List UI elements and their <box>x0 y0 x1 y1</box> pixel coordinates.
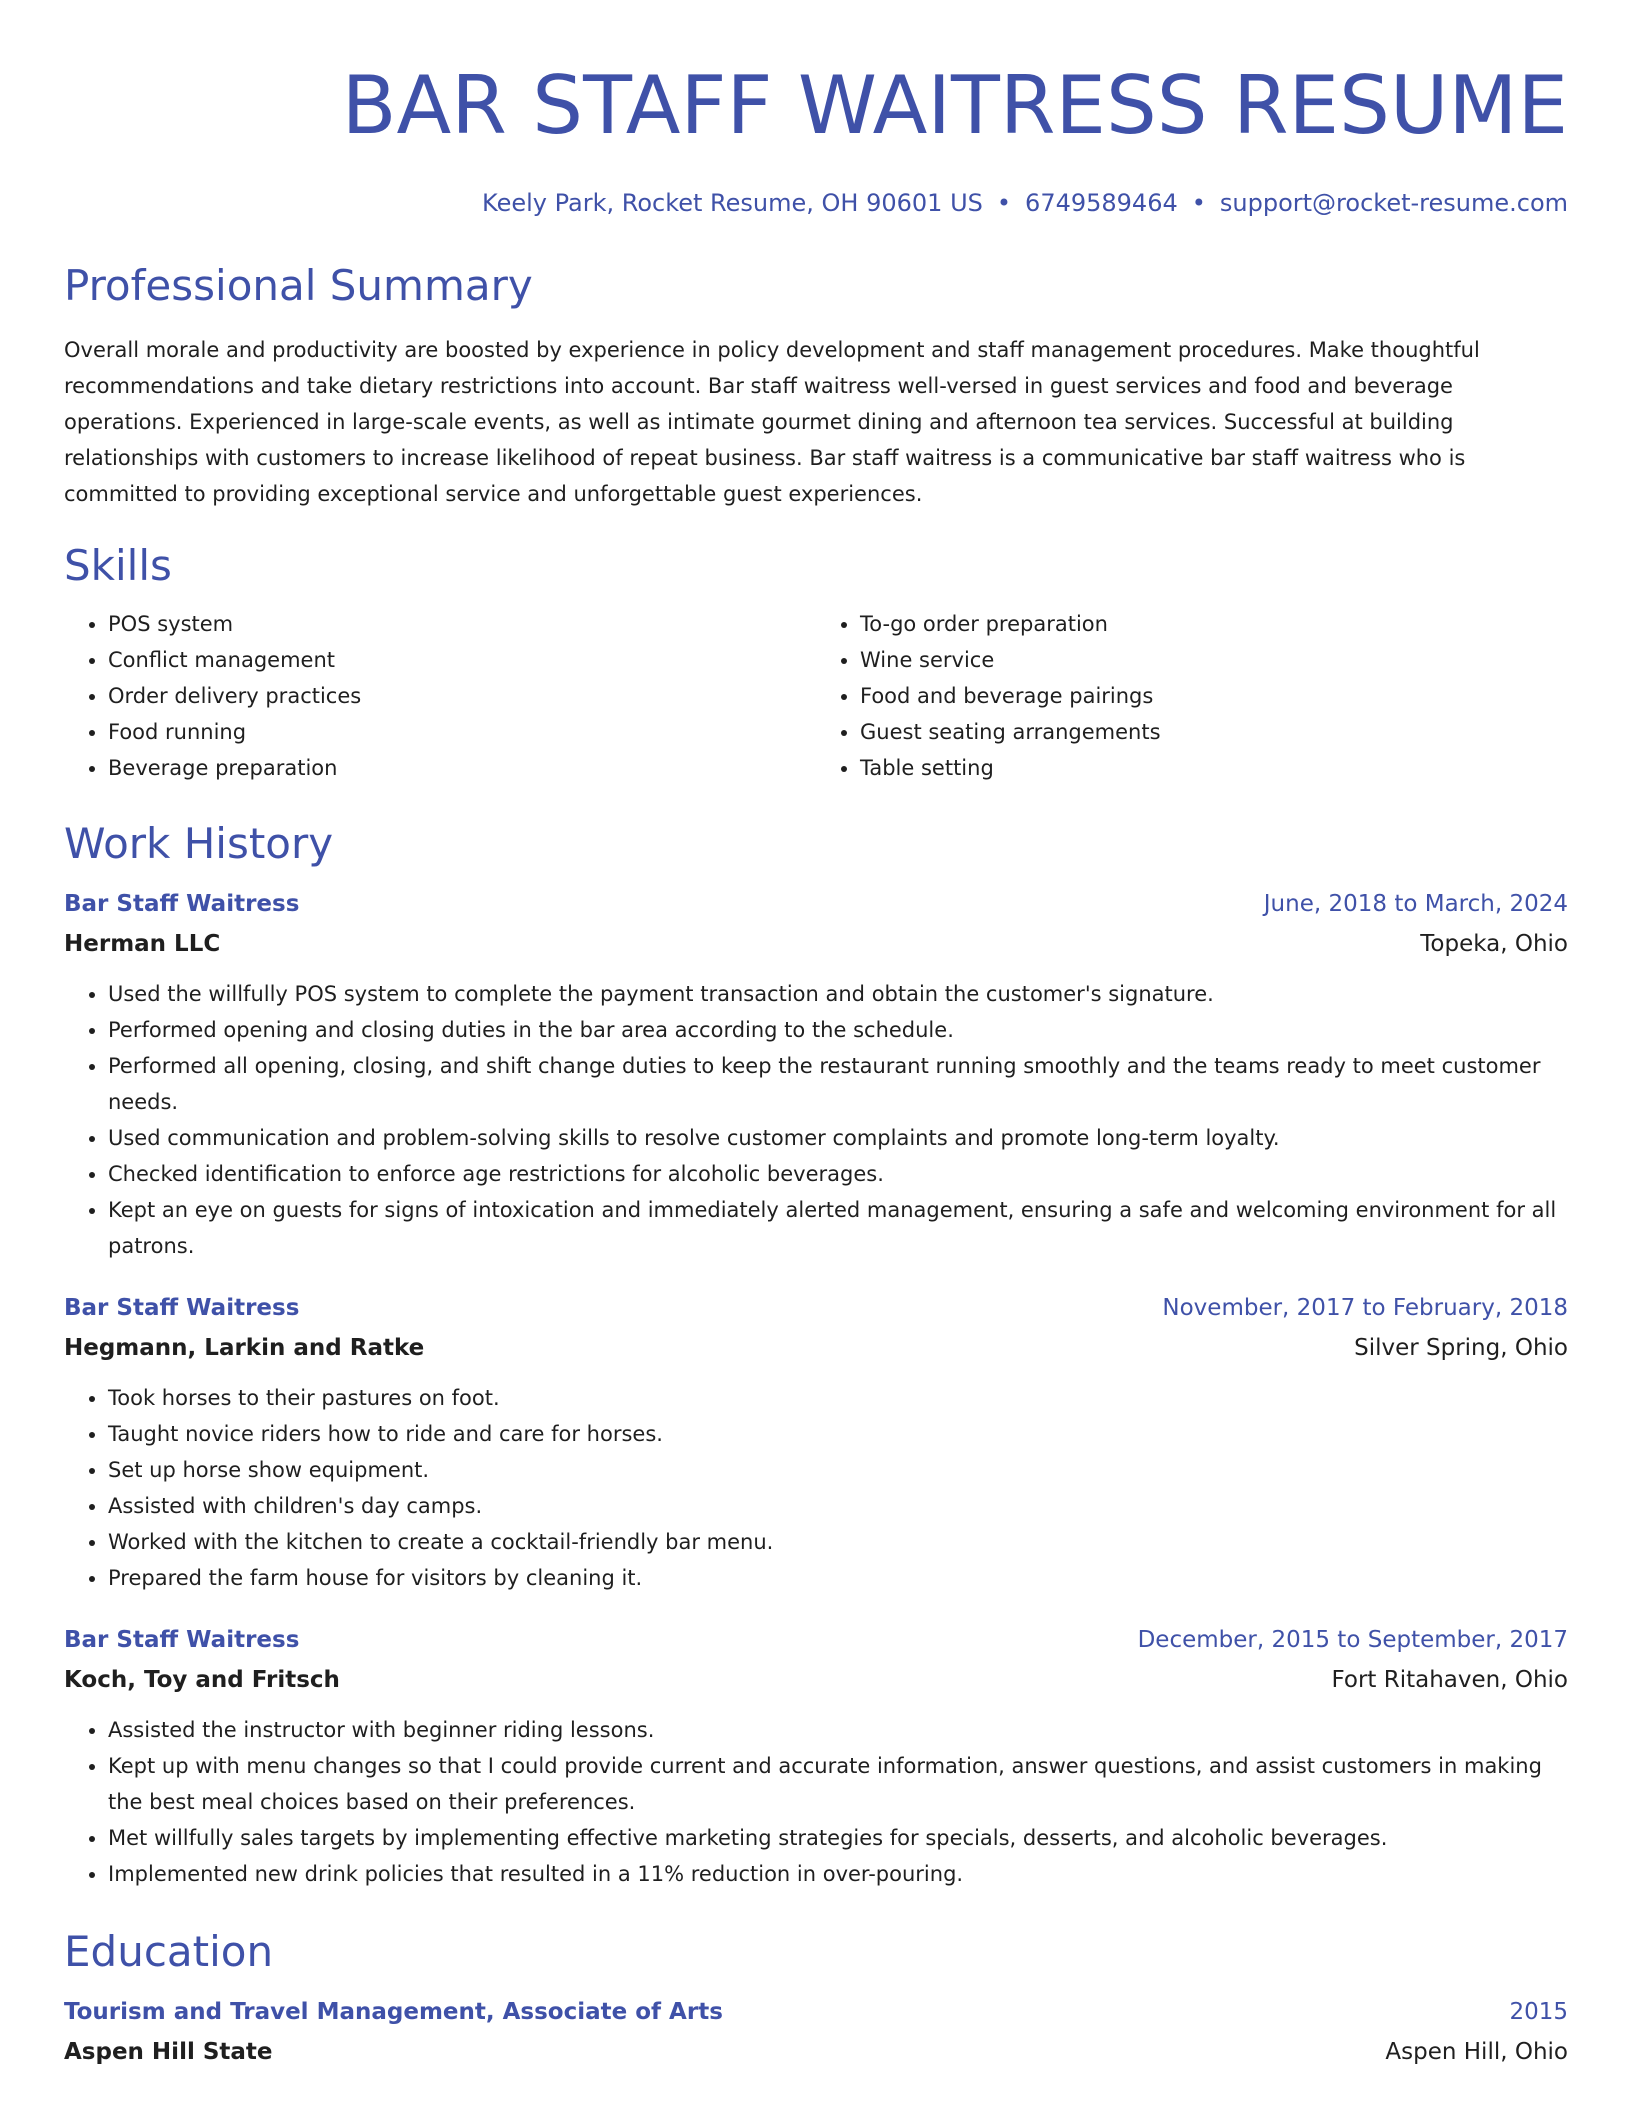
contact-separator: • <box>1191 189 1206 217</box>
job-bullet: • Checked identification to enforce age restrictions for alcoholic beverages. <box>108 1156 1568 1192</box>
education-school: Aspen Hill State <box>64 2039 273 2065</box>
job-title: Bar Staff Waitress <box>64 1295 300 1321</box>
job-bullets <box>64 976 1568 1264</box>
skill-item: • Wine service <box>860 642 1568 678</box>
job-dates: June, 2018 to March, 2024 <box>1263 891 1568 917</box>
education-degree: Tourism and Travel Management, Associate of Arts <box>64 1999 723 2025</box>
job-bullet: • Set up horse show equipment. <box>108 1452 1568 1488</box>
job-company-row <box>64 1328 1568 1368</box>
job-bullet: • Performed all opening, closing, and shift change duties to keep the restaurant running smoothly and the teams ready to meet customer needs. <box>108 1048 1568 1120</box>
job-bullet: • Implemented new drink policies that resulted in a 11% reduction in over-pouring. <box>108 1856 1568 1892</box>
skill-item: • Order delivery practices <box>108 678 816 714</box>
job-title-row <box>64 884 1568 924</box>
job-title-row <box>64 1620 1568 1660</box>
job-title-row <box>64 1288 1568 1328</box>
job-bullet: • Taught novice riders how to ride and care for horses. <box>108 1416 1568 1452</box>
job-entry <box>64 1288 1568 1596</box>
contact-line <box>64 186 1568 220</box>
job-company-row <box>64 924 1568 964</box>
job-bullets <box>64 1380 1568 1596</box>
job-bullet: • Assisted the instructor with beginner riding lessons. <box>108 1712 1568 1748</box>
job-dates: November, 2017 to February, 2018 <box>1162 1295 1568 1321</box>
work-history-heading: Work History <box>64 819 334 868</box>
skill-item: • POS system <box>108 606 816 642</box>
job-company: Hegmann, Larkin and Ratke <box>64 1335 425 1361</box>
job-location: Fort Ritahaven, Ohio <box>1331 1667 1568 1693</box>
education-location: Aspen Hill, Ohio <box>1385 2039 1568 2065</box>
skill-item: • Guest seating arrangements <box>860 714 1568 750</box>
job-bullet: • Kept an eye on guests for signs of intoxication and immediately alerted management, ensuring a safe and welcoming environment for all patrons. <box>108 1192 1568 1264</box>
skill-item: • Food and beverage pairings <box>860 678 1568 714</box>
education-entry <box>64 1992 1568 2072</box>
job-entry <box>64 1620 1568 1892</box>
contact-separator: • <box>996 189 1012 217</box>
skill-item: • Food running <box>108 714 816 750</box>
job-bullet: • Performed opening and closing duties in the bar area according to the schedule. <box>108 1012 1568 1048</box>
skills-column-right <box>816 606 1568 786</box>
job-title: Bar Staff Waitress <box>64 891 300 917</box>
summary-heading: Professional Summary <box>64 261 533 310</box>
job-company-row <box>64 1660 1568 1700</box>
contact-phone: 6749589464 <box>1025 189 1178 217</box>
skill-item: • Table setting <box>860 750 1568 786</box>
resume-title: BAR STAFF WAITRESS RESUME <box>341 59 1568 152</box>
skills-column-left <box>64 606 816 786</box>
job-bullet: • Used communication and problem-solving skills to resolve customer complaints and promote long-term loyalty. <box>108 1120 1568 1156</box>
education-degree-row <box>64 1992 1568 2032</box>
education-year: 2015 <box>1509 1999 1568 2025</box>
skills-heading: Skills <box>64 541 172 590</box>
job-entry <box>64 884 1568 1264</box>
job-title: Bar Staff Waitress <box>64 1627 300 1653</box>
skill-item: • Conflict management <box>108 642 816 678</box>
summary-text: Overall morale and productivity are boosted by experience in policy development and staff management procedures. Make thoughtful recommendations and take dietary restrictions into account. Bar staff waitress well-versed in guest services and food and beverage operations. Experienced in large-scale events, as well as intimate gourmet dining and afternoon tea services. Successful at building relationships with customers to increase likelihood of repeat business. Bar staff waitress is a communicative bar staff waitress who is committed to providing exceptional service and unforgettable guest experiences. <box>64 338 1480 506</box>
contact-address: Keely Park, Rocket Resume, OH 90601 US <box>482 189 983 217</box>
job-company: Koch, Toy and Fritsch <box>64 1667 340 1693</box>
skill-item: • Beverage preparation <box>108 750 816 786</box>
job-location: Topeka, Ohio <box>1420 931 1568 957</box>
job-bullet: • Met willfully sales targets by implementing effective marketing strategies for specials, desserts, and alcoholic beverages. <box>108 1820 1568 1856</box>
job-company: Herman LLC <box>64 931 221 957</box>
job-dates: December, 2015 to September, 2017 <box>1137 1627 1568 1653</box>
job-location: Silver Spring, Ohio <box>1354 1335 1568 1361</box>
education-heading: Education <box>64 1927 274 1976</box>
skills-list <box>64 606 1568 786</box>
contact-email[interactable]: support@rocket-resume.com <box>1219 189 1568 217</box>
job-bullet: • Used the willfully POS system to complete the payment transaction and obtain the customer's signature. <box>108 976 1568 1012</box>
education-school-row <box>64 2032 1568 2072</box>
job-bullet: • Prepared the farm house for visitors by cleaning it. <box>108 1560 1568 1596</box>
job-bullet: • Took horses to their pastures on foot. <box>108 1380 1568 1416</box>
job-bullet: • Worked with the kitchen to create a cocktail-friendly bar menu. <box>108 1524 1568 1560</box>
job-bullet: • Assisted with children's day camps. <box>108 1488 1568 1524</box>
skill-item: • To-go order preparation <box>860 606 1568 642</box>
job-bullet: • Kept up with menu changes so that I could provide current and accurate information, answer questions, and assist customers in making the best meal choices based on their preferences. <box>108 1748 1568 1820</box>
job-bullets <box>64 1712 1568 1892</box>
